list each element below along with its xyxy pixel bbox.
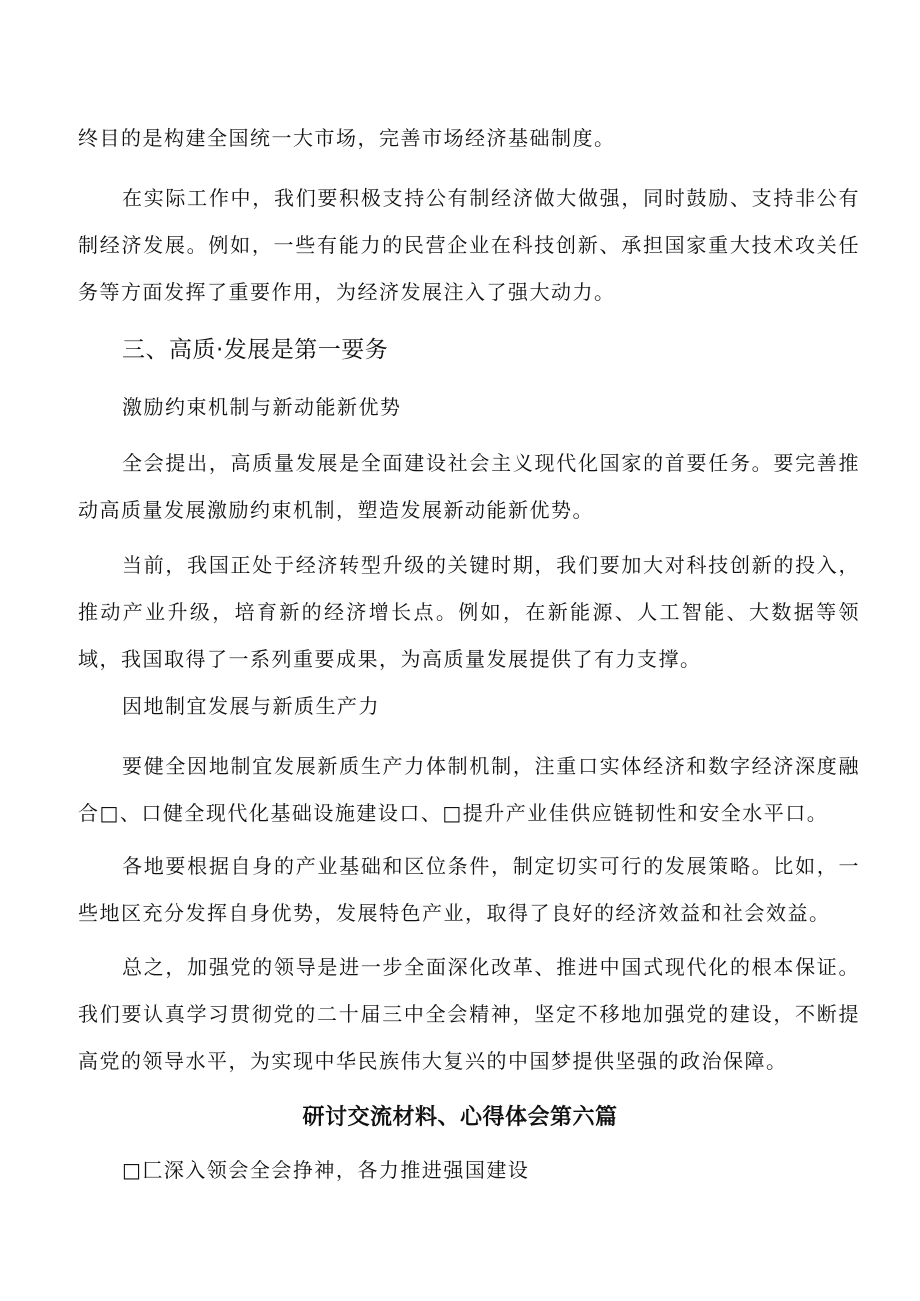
subheading-incentive-mechanism: 激励约束机制与新动能新优势 <box>122 395 402 419</box>
section-heading-3: 三、高质·发展是第一要务 <box>122 337 389 363</box>
chapter-title: 研讨交流材料、心得体会第六篇 <box>302 1105 618 1130</box>
paragraph-continuation: 终目的是构建全国统一大市场，完善市场经济基础制度。 <box>78 126 616 150</box>
paragraph-high-quality-development: 全会提出，高质量发展是全面建设社会主义现代化国家的首要任务。要完善推动高质量发展激励约束机制，塑造发展新动能新优势。 <box>78 451 860 522</box>
subheading-local-conditions: 因地制宜发展与新质生产力 <box>122 694 380 718</box>
paragraph-chapter-opening: □匚深入领会全会挣神，各力推进强国建设 <box>122 1158 530 1182</box>
paragraph-regional-strategy: 各地要根据自身的产业基础和区位条件，制定切实可行的发展策略。比如，一些地区充分发挥自身优势，发展特色产业，取得了良好的经济效益和社会效益。 <box>78 854 860 925</box>
paragraph-conclusion: 总之，加强党的领导是进一步全面深化改革、推进中国式现代化的根本保证。我们要认真学习贯彻党的二十届三中全会精神，坚定不移地加强党的建设，不断提高党的领导水平，为实现中华民族伟大复兴的中国梦提供坚强的政治保障。 <box>78 955 860 1073</box>
paragraph-new-productivity: 要健全因地制宜发展新质生产力体制机制，注重口实体经济和数字经济深度融合□、口健全现代化基础设施建设口、□提升产业佳供应链韧性和安全水平口。 <box>78 754 860 825</box>
paragraph-ownership-economy: 在实际工作中，我们要积极支持公有制经济做大做强，同时鼓励、支持非公有制经济发展。例如，一些有能力的民营企业在科技创新、承担国家重大技术攻关任务等方面发挥了重要作用，为经济发展注入了强大动力。 <box>78 186 860 304</box>
paragraph-tech-innovation: 当前，我国正处于经济转型升级的关键时期，我们要加大对科技创新的投入，推动产业升级，培育新的经济增长点。例如，在新能源、人工智能、大数据等领域，我国取得了一系列重要成果，为高质量发展提供了有力支撑。 <box>78 553 860 671</box>
